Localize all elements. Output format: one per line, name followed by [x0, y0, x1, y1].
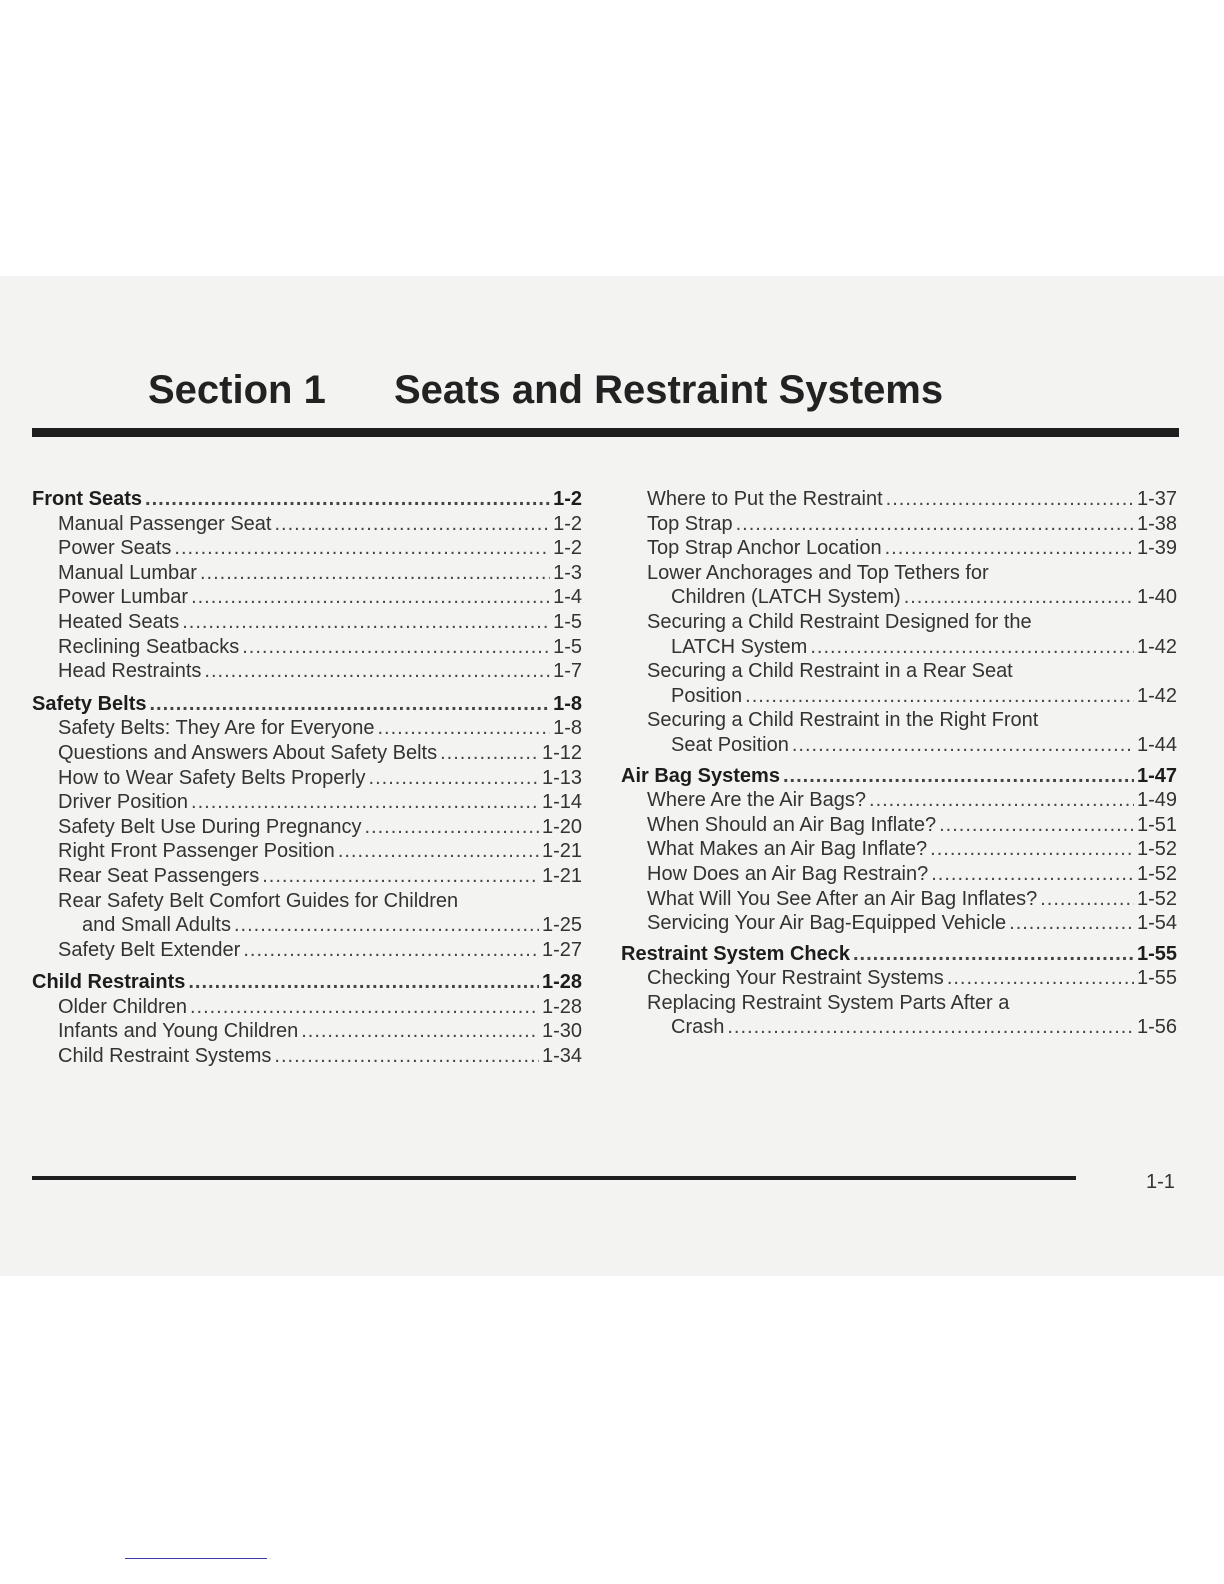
- toc-entry[interactable]: [621, 733, 1177, 758]
- toc-entry[interactable]: [32, 741, 582, 766]
- toc-entry[interactable]: [32, 561, 582, 586]
- toc-heading[interactable]: [32, 692, 582, 717]
- toc-page-number: 1-44: [1136, 733, 1177, 756]
- toc-entry-label: Where Are the Air Bags?: [647, 789, 867, 812]
- dot-leader: [440, 741, 539, 766]
- toc-entry[interactable]: [32, 610, 582, 635]
- manual-page: [0, 276, 1224, 1276]
- toc-entry[interactable]: [32, 716, 582, 741]
- toc-entry[interactable]: [621, 813, 1177, 838]
- toc-entry[interactable]: [621, 487, 1177, 512]
- footer-divider: [32, 1176, 1076, 1180]
- toc-entry[interactable]: [621, 512, 1177, 537]
- toc-page-number: 1-2: [553, 512, 582, 535]
- toc-entry-label: Rear Seat Passengers: [58, 864, 260, 887]
- toc-entry-label: Head Restraints: [58, 660, 202, 683]
- page-title: [148, 368, 943, 413]
- toc-page-number: 1-30: [541, 1020, 582, 1043]
- toc-entry-label: Safety Belt Use During Pregnancy: [58, 815, 362, 838]
- toc-left-column: [32, 487, 582, 1069]
- toc-entry[interactable]: [621, 966, 1177, 991]
- toc-entry[interactable]: [621, 635, 1177, 660]
- toc-page-number: 1-47: [1136, 764, 1177, 787]
- dot-leader: [869, 788, 1134, 813]
- toc-heading[interactable]: [32, 487, 582, 512]
- toc-page-number: 1-40: [1136, 586, 1177, 609]
- dot-leader: [886, 487, 1134, 512]
- link-underline: [125, 1558, 267, 1559]
- toc-entry[interactable]: [32, 536, 582, 561]
- toc-page-number: 1-51: [1136, 813, 1177, 836]
- toc-entry-label: How to Wear Safety Belts Properly: [58, 766, 366, 789]
- toc-page-number: 1-5: [553, 635, 582, 658]
- toc-page-number: 1-38: [1136, 512, 1177, 535]
- title-divider: [32, 428, 1179, 437]
- toc-entry-label: Crash: [671, 1016, 725, 1039]
- toc-entry[interactable]: [32, 913, 582, 938]
- toc-entry-label: Power Seats: [58, 537, 172, 560]
- toc-entry-label: LATCH System: [671, 635, 808, 658]
- toc-entry-label: Restraint System Check: [621, 942, 850, 965]
- dot-leader: [145, 487, 550, 512]
- toc-heading[interactable]: [621, 942, 1177, 967]
- toc-entry-label: How Does an Air Bag Restrain?: [647, 862, 929, 885]
- toc-entry[interactable]: [32, 815, 582, 840]
- toc-entry[interactable]: [32, 659, 582, 684]
- toc-entry-label: Heated Seats: [58, 610, 180, 633]
- toc-page-number: 1-42: [1136, 684, 1177, 707]
- dot-leader: [930, 837, 1134, 862]
- toc-entry-line: Rear Safety Belt Comfort Guides for Children: [58, 889, 459, 912]
- toc-heading[interactable]: [621, 764, 1177, 789]
- dot-leader: [191, 790, 539, 815]
- dot-leader: [810, 635, 1134, 660]
- dot-leader: [904, 585, 1134, 610]
- toc-entry-label: Manual Passenger Seat: [58, 512, 272, 535]
- toc-entry-label: Top Strap Anchor Location: [647, 537, 882, 560]
- dot-leader: [745, 684, 1134, 709]
- toc-entry-label: Front Seats: [32, 488, 143, 510]
- toc-page-number: 1-5: [553, 610, 582, 633]
- dot-leader: [365, 815, 539, 840]
- dot-leader: [150, 692, 551, 717]
- dot-leader: [369, 766, 539, 791]
- toc-entry[interactable]: [32, 839, 582, 864]
- dot-leader: [939, 813, 1134, 838]
- toc-entry-label: Top Strap: [647, 512, 733, 535]
- dot-leader: [204, 659, 550, 684]
- toc-entry-line: Lower Anchorages and Top Tethers for: [647, 561, 989, 584]
- toc-entry-label: What Will You See After an Air Bag Inflates?: [647, 887, 1038, 910]
- toc-page-number: 1-39: [1136, 537, 1177, 560]
- toc-entry-label: and Small Adults: [82, 914, 231, 937]
- toc-entry[interactable]: [32, 635, 582, 660]
- toc-entry-label: Seat Position: [671, 733, 789, 756]
- toc-entry[interactable]: [621, 1015, 1177, 1040]
- dot-leader: [274, 1044, 539, 1069]
- toc-page-number: 1-8: [553, 692, 582, 715]
- dot-leader: [792, 733, 1134, 758]
- toc-page-number: 1-20: [541, 815, 582, 838]
- dot-leader: [931, 862, 1134, 887]
- toc-page-number: 1-27: [541, 938, 582, 961]
- dot-leader: [377, 716, 550, 741]
- dot-leader: [274, 512, 550, 537]
- dot-leader: [234, 913, 539, 938]
- toc-entry-label: Driver Position: [58, 791, 189, 814]
- toc-entry[interactable]: [621, 585, 1177, 610]
- toc-page-number: 1-4: [553, 586, 582, 609]
- toc-entry[interactable]: [32, 585, 582, 610]
- toc-page-number: 1-28: [541, 995, 582, 1018]
- toc-entry-label: When Should an Air Bag Inflate?: [647, 813, 937, 836]
- toc-page-number: 1-34: [541, 1045, 582, 1068]
- page-number: 1-1: [1146, 1171, 1175, 1193]
- toc-entry[interactable]: [621, 837, 1177, 862]
- toc-entry[interactable]: [621, 887, 1177, 912]
- toc-page-number: 1-8: [553, 717, 582, 740]
- toc-page-number: 1-37: [1136, 488, 1177, 510]
- dot-leader: [200, 561, 550, 586]
- dot-leader: [338, 839, 539, 864]
- toc-entry[interactable]: [621, 862, 1177, 887]
- toc-entry-line: Securing a Child Restraint in a Rear Seat: [647, 660, 1013, 683]
- toc-entry[interactable]: [32, 1019, 582, 1044]
- toc-entry-label: Where to Put the Restraint: [647, 488, 883, 510]
- dot-leader: [182, 610, 550, 635]
- toc-page-number: 1-21: [541, 864, 582, 887]
- toc-page-number: 1-52: [1136, 862, 1177, 885]
- dot-leader: [191, 585, 550, 610]
- dot-leader: [301, 1019, 539, 1044]
- toc-entry-label: Checking Your Restraint Systems: [647, 967, 944, 990]
- toc-entry[interactable]: [32, 995, 582, 1020]
- toc-heading[interactable]: [32, 970, 582, 995]
- toc-entry-label: Servicing Your Air Bag-Equipped Vehicle: [647, 912, 1007, 935]
- toc-entry[interactable]: [32, 1044, 582, 1069]
- toc-page-number: 1-21: [541, 840, 582, 863]
- toc-entry[interactable]: [621, 536, 1177, 561]
- toc-entry[interactable]: [32, 790, 582, 815]
- toc-entry[interactable]: [32, 512, 582, 537]
- dot-leader: [1009, 911, 1134, 936]
- toc-entry-label: Infants and Young Children: [58, 1020, 299, 1043]
- toc-page-number: 1-14: [541, 791, 582, 814]
- toc-entry[interactable]: [621, 788, 1177, 813]
- toc-entry[interactable]: [621, 911, 1177, 936]
- dot-leader: [947, 966, 1134, 991]
- toc-page-number: 1-55: [1136, 942, 1177, 965]
- dot-leader: [188, 970, 539, 995]
- toc-page-number: 1-49: [1136, 789, 1177, 812]
- toc-entry-line: Replacing Restraint System Parts After a: [647, 991, 1010, 1014]
- toc-entry-label: Right Front Passenger Position: [58, 840, 335, 863]
- dot-leader: [190, 995, 539, 1020]
- toc-entry-label: Child Restraint Systems: [58, 1045, 272, 1068]
- toc-entry-label: Manual Lumbar: [58, 561, 197, 584]
- toc-entry[interactable]: [32, 864, 582, 889]
- toc-entry-label: Children (LATCH System): [671, 586, 901, 609]
- dot-leader: [885, 536, 1134, 561]
- dot-leader: [262, 864, 539, 889]
- toc-entry-label: What Makes an Air Bag Inflate?: [647, 838, 928, 861]
- toc-page-number: 1-2: [553, 537, 582, 560]
- dot-leader: [243, 938, 539, 963]
- toc-entry-label: Questions and Answers About Safety Belts: [58, 741, 438, 764]
- toc-page-number: 1-3: [553, 561, 582, 584]
- toc-page-number: 1-42: [1136, 635, 1177, 658]
- dot-leader: [853, 942, 1134, 967]
- toc-entry[interactable]: [32, 938, 582, 963]
- toc-page-number: 1-55: [1136, 967, 1177, 990]
- toc-right-column: [621, 487, 1177, 1040]
- toc-page-number: 1-52: [1136, 838, 1177, 861]
- toc-entry-label: Reclining Seatbacks: [58, 635, 240, 658]
- toc-entry-label: Safety Belt Extender: [58, 938, 241, 961]
- dot-leader: [727, 1015, 1134, 1040]
- toc-page-number: 1-25: [541, 914, 582, 937]
- dot-leader: [736, 512, 1134, 537]
- toc-entry-label: Safety Belts: They Are for Everyone: [58, 717, 375, 740]
- section-label: Section 1: [148, 368, 326, 412]
- toc-page-number: 1-28: [541, 971, 582, 994]
- toc-entry-label: Position: [671, 684, 743, 707]
- section-title: Seats and Restraint Systems: [394, 368, 944, 412]
- toc-entry-label: Safety Belts: [32, 692, 147, 715]
- toc-entry-label: Air Bag Systems: [621, 764, 780, 787]
- toc-entry-label: Power Lumbar: [58, 586, 189, 609]
- toc-entry-line: Securing a Child Restraint Designed for the: [647, 610, 1032, 633]
- dot-leader: [242, 635, 550, 660]
- toc-entry[interactable]: [621, 684, 1177, 709]
- toc-entry[interactable]: [32, 766, 582, 791]
- toc-page-number: 1-52: [1136, 887, 1177, 910]
- toc-page-number: 1-7: [553, 660, 582, 683]
- toc-entry-line: Securing a Child Restraint in the Right Front: [647, 709, 1039, 732]
- dot-leader: [174, 536, 550, 561]
- toc-page-number: 1-56: [1136, 1016, 1177, 1039]
- toc-page-number: 1-54: [1136, 912, 1177, 935]
- dot-leader: [1040, 887, 1134, 912]
- toc-page-number: 1-13: [541, 766, 582, 789]
- toc-entry-label: Older Children: [58, 995, 187, 1018]
- toc-page-number: 1-2: [553, 488, 582, 510]
- dot-leader: [783, 764, 1134, 789]
- toc-page-number: 1-12: [541, 741, 582, 764]
- toc-entry-label: Child Restraints: [32, 971, 186, 994]
